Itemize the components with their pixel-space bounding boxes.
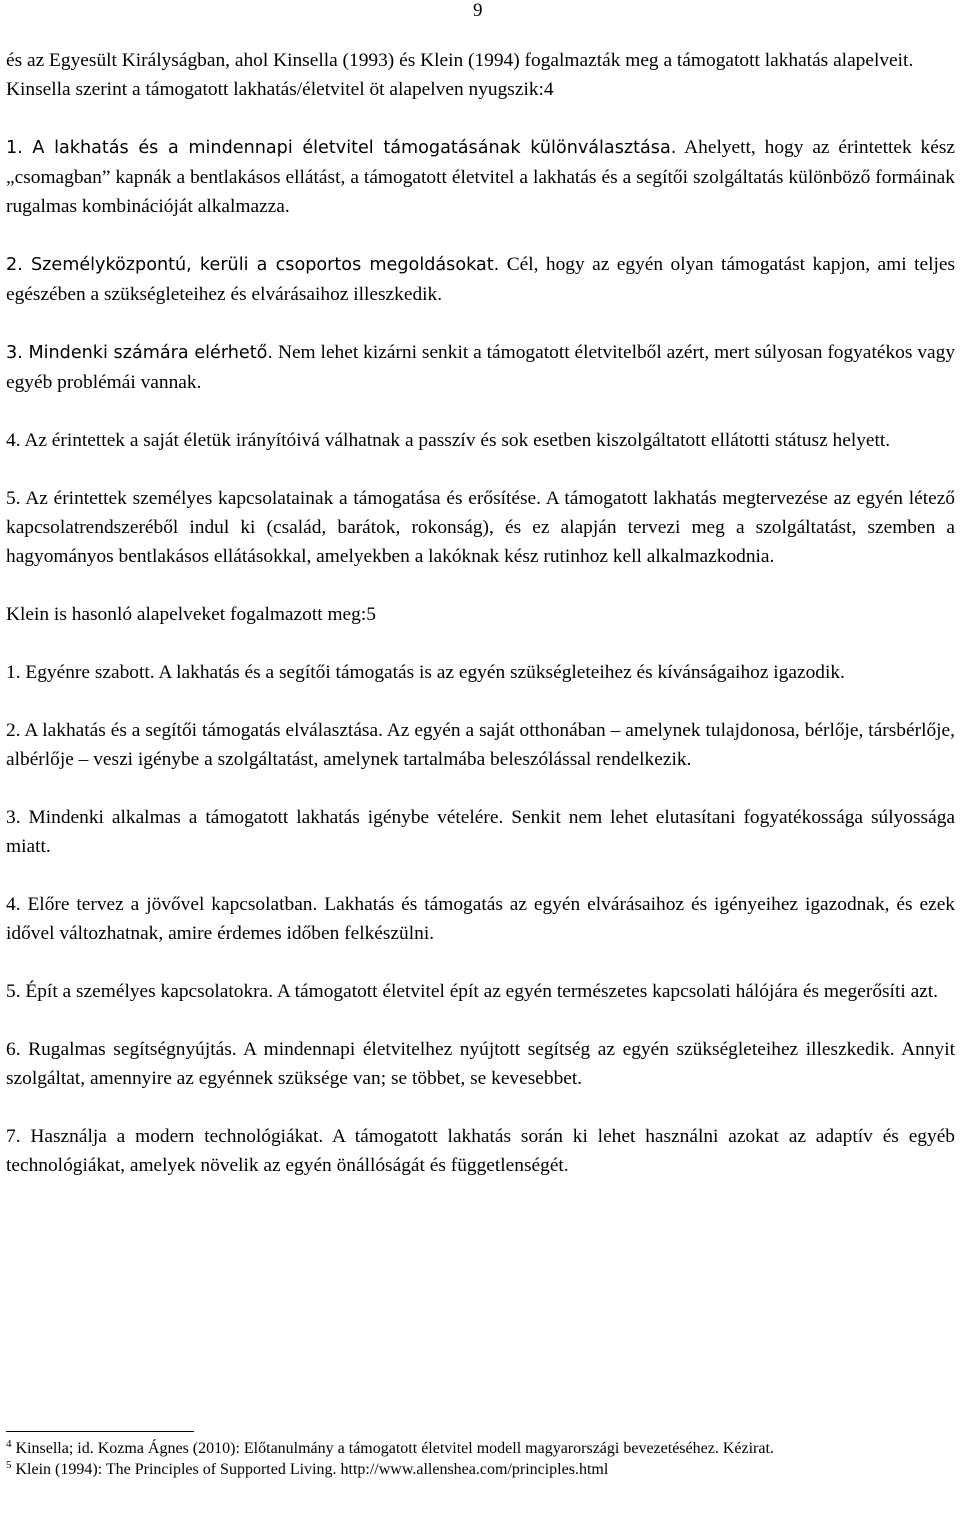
paragraph-text: 4. Előre tervez a jövővel kapcsolatban. Lakhatás és támogatás az egyén elvárásaihoz és igényeihez igazodnak, és ezek idővel változhatnak, amire érdemes időben felkészülni. bbox=[6, 894, 955, 944]
paragraph-kinsella-3 bbox=[6, 338, 955, 397]
paragraph-text: Klein is hasonló alapelveket fogalmazott meg:5 bbox=[6, 604, 376, 625]
footnote-4 bbox=[6, 1438, 955, 1459]
paragraph-text: Ahelyett, hogy az érintettek kész „csomagban” kapnák a bentlakásos ellátást, a támogatott életvitel a lakhatás és a segítői szolgáltatás különböző formáinak rugalmas kombinációját alkalmazza. bbox=[6, 137, 955, 217]
principle-title: 2. Személyközpontú, kerüli a csoportos megoldásokat. bbox=[6, 255, 500, 275]
paragraph-kinsella-2 bbox=[6, 250, 955, 309]
footnote-separator bbox=[6, 1431, 194, 1432]
paragraph-text: és az Egyesült Királyságban, ahol Kinsella (1993) és Klein (1994) fogalmazták meg a támogatott lakhatás alapelveit. bbox=[6, 50, 914, 71]
paragraph-kinsella-heading bbox=[6, 75, 955, 104]
paragraph-text: 4. Az érintettek a saját életük irányítóivá válhatnak a passzív és sok esetben kiszolgáltatott ellátotti státusz helyett. bbox=[6, 430, 891, 451]
paragraph-klein-1 bbox=[6, 658, 955, 687]
footnote-5 bbox=[6, 1459, 955, 1480]
footnote-marker: 5 bbox=[6, 1459, 12, 1471]
paragraph-text: Nem lehet kizárni senkit a támogatott életvitelből azért, mert súlyosan fogyatékos vagy egyéb problémái vannak. bbox=[6, 342, 956, 393]
paragraph-text: 1. Egyénre szabott. A lakhatás és a segítői támogatás is az egyén szükségleteihez és kívánságaihoz igazodik. bbox=[6, 662, 845, 683]
principle-title: 1. A lakhatás és a mindennapi életvitel támogatásának különválasztása. bbox=[6, 138, 677, 158]
paragraph-text: 2. A lakhatás és a segítői támogatás elválasztása. Az egyén a saját otthonában – amelynek tulajdonosa, bérlője, társbérlője, albérlője – veszi igénybe a szolgáltatást, amelynek tartalmába beleszólással rendelkezik. bbox=[6, 720, 955, 770]
footnote-text: Kinsella; id. Kozma Ágnes (2010): Előtanulmány a támogatott életvitel modell magyarországi bevezetéséhez. Kézirat. bbox=[11, 1440, 774, 1457]
paragraph-klein-4 bbox=[6, 890, 955, 948]
paragraph-klein-5 bbox=[6, 977, 955, 1006]
paragraph-kinsella-4 bbox=[6, 426, 955, 455]
paragraph-klein-3 bbox=[6, 803, 955, 861]
paragraph-text: 3. Mindenki alkalmas a támogatott lakhatás igénybe vételére. Senkit nem lehet elutasítani fogyatékossága súlyossága miatt. bbox=[6, 807, 955, 857]
principle-title: 3. Mindenki számára elérhető. bbox=[6, 343, 274, 363]
paragraph-text: 7. Használja a modern technológiákat. A támogatott lakhatás során ki lehet használni azokat az adaptív és egyéb technológiákat, amelyek növelik az egyén önállóságát és függetlenségét. bbox=[6, 1126, 955, 1176]
footnote-text: Klein (1994): The Principles of Supported Living. http://www.allenshea.com/principles.html bbox=[11, 1461, 609, 1478]
paragraph-text: 5. Az érintettek személyes kapcsolatainak a támogatása és erősítése. A támogatott lakhatás megtervezése az egyén létező kapcsolatrendszeréből indul ki (család, barátok, rokonság), és ez alapján tervezi meg a szolgáltatást, szemben a hagyományos bentlakásos ellátásokkal, amelyekben a lakóknak kész rutinhoz kell alkalmazkodnia. bbox=[6, 488, 955, 567]
paragraph-klein-7 bbox=[6, 1122, 955, 1180]
paragraph-text: Cél, hogy az egyén olyan támogatást kapjon, ami teljes egészében a szükségleteihez és elvárásaihoz illeszkedik. bbox=[6, 254, 956, 305]
paragraph-kinsella-1 bbox=[6, 133, 955, 221]
page-number: 9 bbox=[473, 0, 483, 21]
footnotes bbox=[6, 1438, 955, 1480]
paragraph-kinsella-5 bbox=[6, 484, 955, 571]
paragraph-text: Kinsella szerint a támogatott lakhatás/életvitel öt alapelven nyugszik:4 bbox=[6, 79, 554, 100]
document-body bbox=[6, 46, 955, 1180]
paragraph-text: 6. Rugalmas segítségnyújtás. A mindennapi életvitelhez nyújtott segítség az egyén szükségleteihez illeszkedik. Annyit szolgáltat, amennyire az egyénnek szüksége van; se többet, se kevesebbet. bbox=[6, 1039, 955, 1089]
paragraph-intro bbox=[6, 46, 955, 75]
paragraph-klein-2 bbox=[6, 716, 955, 774]
paragraph-klein-heading bbox=[6, 600, 955, 629]
footnote-marker: 4 bbox=[6, 1438, 12, 1450]
paragraph-klein-6 bbox=[6, 1035, 955, 1093]
paragraph-text: 5. Épít a személyes kapcsolatokra. A támogatott életvitel épít az egyén természetes kapcsolati hálójára és megerősíti azt. bbox=[6, 981, 939, 1002]
